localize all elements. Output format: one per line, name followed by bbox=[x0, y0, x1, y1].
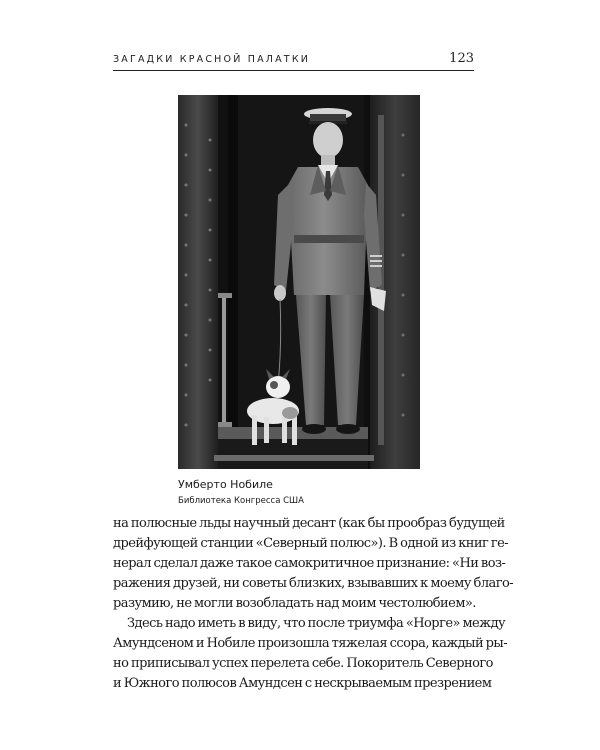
body-text bbox=[113, 514, 514, 694]
running-header bbox=[113, 51, 474, 71]
caption-credit: Библиотека Конгресса США bbox=[178, 496, 304, 506]
text-line: ражения друзей, ни советы близких, взывавших к моему благо- bbox=[113, 576, 514, 591]
text-line: разумию, не могли возобладать над моим честолюбием». bbox=[113, 596, 476, 611]
text-line: но приписывал успех перелета себе. Покоритель Северного bbox=[113, 656, 493, 671]
text-line: Здесь надо иметь в виду, что после триумфа «Норге» между bbox=[127, 616, 506, 631]
text-line: на полюсные льды научный десант (как бы прообраз будущей bbox=[113, 516, 505, 531]
portrait-photo bbox=[178, 95, 420, 469]
caption-title: Умберто Нобиле bbox=[178, 478, 273, 491]
text-line: Амундсеном и Нобиле произошла тяжелая ссора, каждый ры- bbox=[113, 636, 508, 651]
page-number: 123 bbox=[449, 51, 474, 66]
text-line: дрейфующей станции «Северный полюс»). В одной из книг ге- bbox=[113, 536, 509, 551]
text-line: нерал сделал даже такое самокритичное признание: «Ни воз- bbox=[113, 556, 506, 571]
running-title: ЗАГАДКИ КРАСНОЙ ПАЛАТКИ bbox=[113, 54, 311, 65]
figure-caption bbox=[178, 478, 304, 508]
text-line: и Южного полюсов Амундсен с нескрываемым презрением bbox=[113, 676, 492, 691]
